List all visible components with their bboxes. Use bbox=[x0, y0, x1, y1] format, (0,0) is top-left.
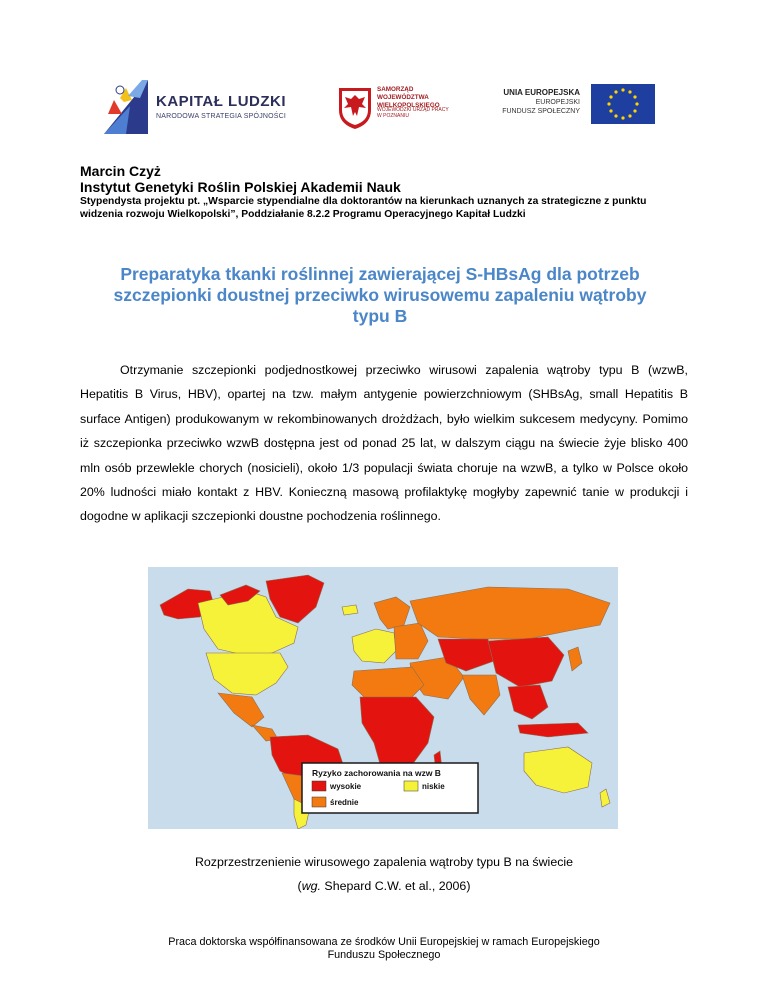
eagle-crest-icon bbox=[337, 86, 373, 130]
eu-fund-name bbox=[502, 99, 580, 116]
legend-title: Ryzyko zachorowania na wzw B bbox=[312, 768, 441, 778]
caption-wg: wg. bbox=[301, 879, 321, 893]
kapital-ludzki-subtitle: NARODOWA STRATEGIA SPÓJNOŚCI bbox=[156, 113, 287, 120]
wielkopolska-line3: WOJEWÓDZKI URZĄD PRACY bbox=[377, 107, 449, 113]
wielkopolska-line4: W POZNANIU bbox=[377, 113, 409, 119]
kapital-ludzki-logo bbox=[100, 76, 300, 136]
caption-line1: Rozprzestrzenienie wirusowego zapalenia wątroby typu B na świecie bbox=[194, 855, 574, 869]
map-region-north-africa bbox=[352, 667, 424, 699]
map-region-iceland bbox=[342, 605, 358, 615]
author-name: Marcin Czyż bbox=[80, 163, 161, 179]
kapital-ludzki-title: KAPITAŁ LUDZKI bbox=[156, 93, 287, 110]
legend-label-medium: średnie bbox=[330, 798, 359, 807]
eu-line1: EUROPEJSKI bbox=[535, 99, 580, 106]
hbv-world-map bbox=[148, 567, 618, 829]
body-paragraph bbox=[80, 358, 688, 529]
figure-caption bbox=[80, 850, 688, 898]
eu-line2: FUNDUSZ SPOŁECZNY bbox=[502, 107, 580, 115]
legend-swatch-high bbox=[312, 781, 326, 791]
legend-label-high: wysokie bbox=[330, 782, 362, 791]
caption-source: Shepard C.W. et al., 2006) bbox=[320, 879, 471, 893]
legend-swatch-low bbox=[404, 781, 418, 791]
eu-title: UNIA EUROPEJSKA bbox=[503, 88, 580, 97]
legend-label-low: niskie bbox=[422, 782, 445, 791]
wielkopolska-logo bbox=[337, 86, 462, 131]
footer-note: Praca doktorska współfinansowana ze środków Unii Europejskiej w ramach Europejskiego Funduszu Społecznego bbox=[168, 936, 600, 961]
legend-swatch-medium bbox=[312, 797, 326, 807]
eu-flag-icon bbox=[591, 84, 655, 124]
kapital-ludzki-emblem bbox=[100, 76, 152, 136]
body-text: Otrzymanie szczepionki podjednostkowej przeciwko wirusowi zapalenia wątroby typu B (wzwB, Hepatitis B Virus, HBV), opartej na tzw. małym antygenie powierzchniowym (SHBsAg, small Hepatitis B surface Antigen) produkowanym w rekombinowanych drożdżach, było wielkim sukcesem medycyny. Pomimo iż szczepionka przeciwko wzwB dostępna jest od ponad 25 lat, w dalszym ciągu na świecie żyje blisko 400 mln osób przewlekle chorych (nosicieli), około 1/3 populacji świata choruje na wzwB, a tylko w Polsce około 20% ludności miało kontakt z HBV. Konieczną masową profilaktykę mogłyby zapewnić tanie w produkcji i dogodne w aplikacji szczepionki doustne pochodzenia roślinnego. bbox=[80, 363, 688, 524]
caption-line2: (wg. Shepard C.W. et al., 2006) bbox=[297, 879, 471, 893]
funding-note: Stypendysta projektu pt. „Wsparcie stypendialne dla doktorantów na kierunkach uznanych za strategiczne z punktu widzenia rozwoju Wielkopolski”, Poddziałanie 8.2.2 Programu Operacyjnego Kapitał Ludzki bbox=[80, 196, 647, 220]
wielkopolska-subheading bbox=[377, 107, 449, 119]
map-legend bbox=[302, 763, 478, 813]
page-title: Preparatyka tkanki roślinnej zawierającej S-HBsAg dla potrzeb szczepionki doustnej przeciwko wirusowemu zapaleniu wątroby typu B bbox=[113, 264, 647, 326]
institution-name: Instytut Genetyki Roślin Polskiej Akademii Nauk bbox=[80, 179, 401, 195]
wielkopolska-line2: WIELKOPOLSKIEGO bbox=[377, 102, 440, 109]
eu-logo bbox=[485, 84, 655, 124]
wielkopolska-line1: SAMORZĄD WOJEWÓDZTWA bbox=[377, 86, 429, 101]
